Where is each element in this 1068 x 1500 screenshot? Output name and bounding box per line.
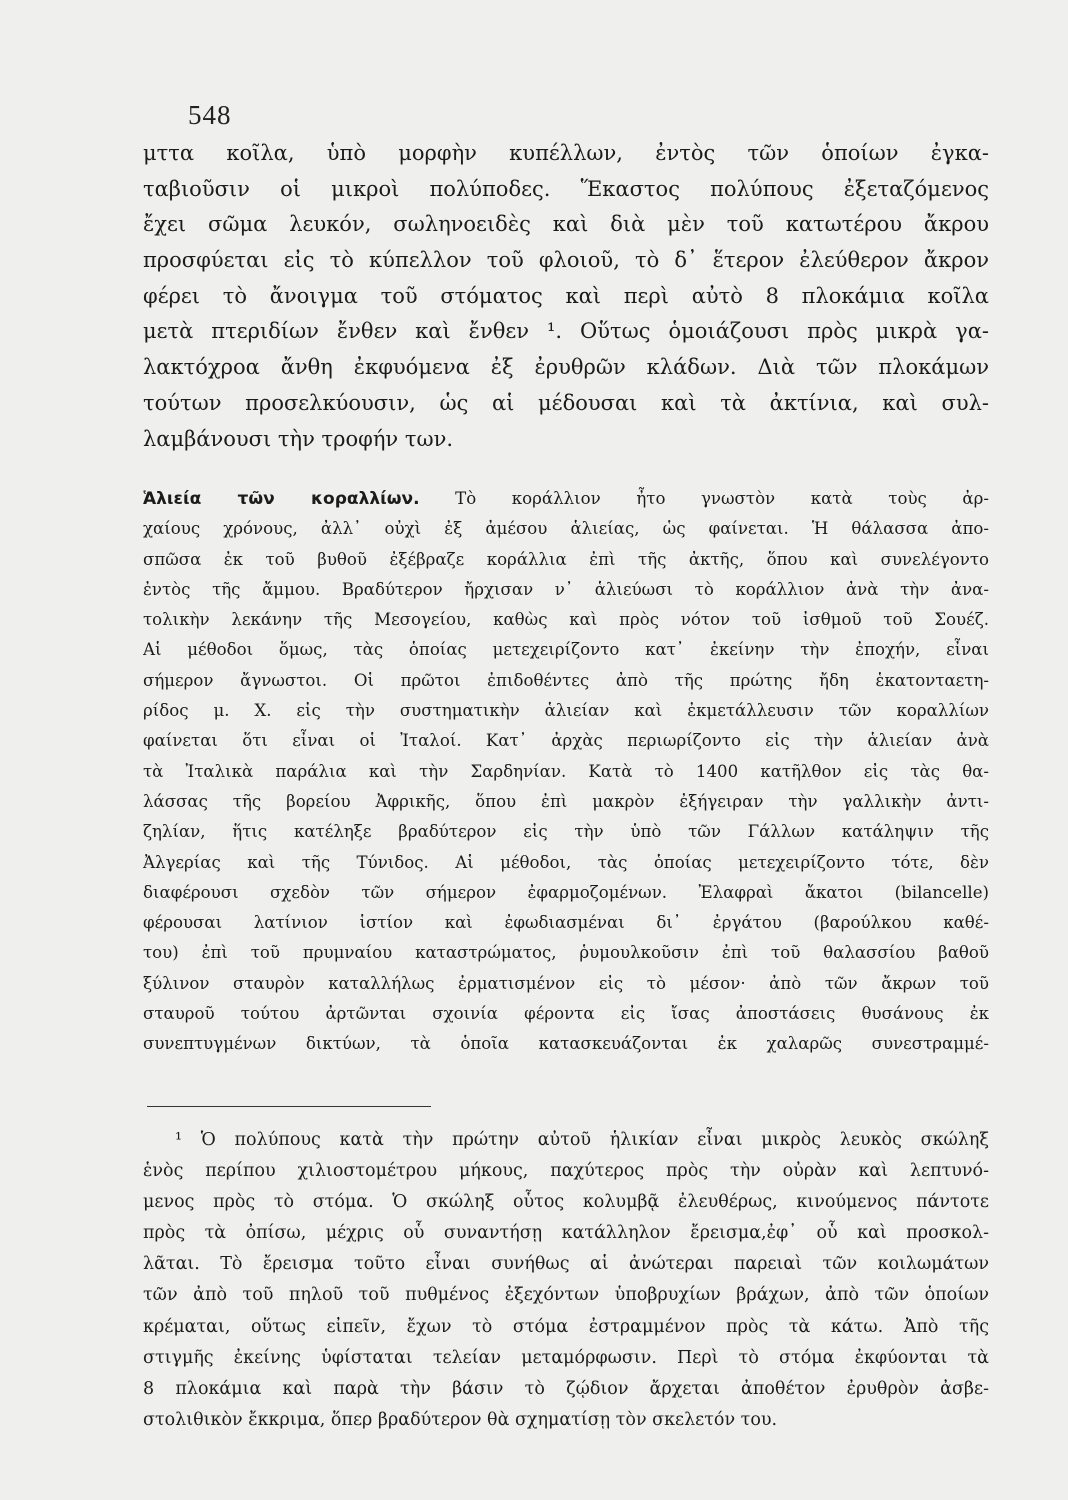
text-line: τούτων προσελκύουσιν, ὡς αἱ μέδουσαι καὶ τὰ ἀκτίνια, καὶ συλ- — [143, 390, 989, 415]
section-heading: Ἁλιεία τῶν κοραλλίων. — [143, 489, 420, 509]
text-line: φέρει τὸ ἄνοιγμα τοῦ στόματος καὶ περὶ αὐτὸ 8 πλοκάμια κοῖλα — [143, 283, 989, 308]
text-line: συνεπτυγμένων δικτύων, τὰ ὁποῖα κατασκευάζονται ἐκ χαλαρῶς συνεστραμμέ- — [143, 1034, 989, 1054]
footnote-line: τῶν ἀπὸ τοῦ πηλοῦ τοῦ πυθμένος ἐξεχόντων ὑποβρυχίων βράχων, ἀπὸ τῶν ὁποίων — [143, 1285, 989, 1306]
footnote-line: πρὸς τὰ ὀπίσω, μέχρις οὗ συναντήσῃ κατάλληλον ἔρεισμα,ἐφ᾽ οὗ καὶ προσκολ- — [143, 1223, 989, 1244]
text-line: φέρουσαι λατίνιον ἱστίον καὶ ἐφωδιασμέναι δι᾽ ἐργάτου (βαρούλκου καθέ- — [143, 913, 989, 933]
footnote-line: στιγμῆς ἐκείνης ὑφίσταται τελείαν μεταμόρφωσιν. Περὶ τὸ στόμα ἐκφύονται τὰ — [143, 1347, 989, 1368]
text-line: διαφέρουσι σχεδὸν τῶν σήμερον ἐφαρμοζομένων. Ἐλαφραὶ ἄκατοι (bilancelle) — [143, 882, 989, 902]
footnote-line: κρέμαται, οὕτως εἰπεῖν, ἔχων τὸ στόμα ἐστραμμένον πρὸς τὰ κάτω. Ἀπὸ τῆς — [143, 1316, 989, 1337]
text-line: Αἱ μέθοδοι ὅμως, τὰς ὁποίας μετεχειρίζοντο κατ᾽ ἐκείνην τὴν ἐποχήν, εἶναι — [143, 640, 989, 660]
text-line: ρίδος μ. Χ. εἰς τὴν συστηματικὴν ἁλιείαν καὶ ἐκμετάλλευσιν τῶν κοραλλίων — [143, 701, 989, 721]
main-paragraph — [143, 136, 989, 457]
text-line: χαίους χρόνους, ἀλλ᾽ οὐχὶ ἐξ ἀμέσου ἁλιείας, ὡς φαίνεται. Ἡ θάλασσα ἀπο- — [143, 519, 989, 539]
footnote-line: ¹ Ὁ πολύπους κατὰ τὴν πρώτην αὐτοῦ ἡλικίαν εἶναι μικρὸς λευκὸς σκώληξ — [175, 1130, 989, 1150]
text-line: σήμερον ἄγνωστοι. Οἱ πρῶτοι ἐπιδοθέντες ἀπὸ τῆς πρώτης ἤδη ἑκατονταετη- — [143, 670, 989, 690]
text-line: προσφύεται εἰς τὸ κύπελλον τοῦ φλοιοῦ, τὸ δ᾽ ἕτερον ἐλεύθερον ἄκρον — [143, 248, 989, 273]
text-line: Ἀλγερίας καὶ τῆς Τύνιδος. Αἱ μέθοδοι, τὰς ὁποίας μετεχειρίζοντο τότε, δὲν — [143, 852, 989, 872]
text-line: σπῶσα ἐκ τοῦ βυθοῦ ἐξέβραζε κοράλλια ἐπὶ τῆς ἀκτῆς, ὅπου καὶ συνελέγοντο — [143, 549, 989, 569]
text-line: λάσσας τῆς βορείου Ἀφρικῆς, ὅπου ἐπὶ μακρὸν ἐξήγειραν τὴν γαλλικὴν ἀντι- — [143, 791, 989, 811]
footnote — [143, 1125, 989, 1436]
text-line: φαίνεται ὅτι εἶναι οἱ Ἰταλοί. Κατ᾽ ἀρχὰς περιωρίζοντο εἰς τὴν ἁλιείαν ἀνὰ — [143, 731, 989, 751]
text-line: σταυροῦ τούτου ἀρτῶνται σχοινία φέροντα εἰς ἴσας ἀποστάσεις θυσάνους ἐκ — [143, 1004, 989, 1024]
text-line: ξύλινον σταυρὸν καταλλήλως ἐρματισμένον εἰς τὸ μέσον· ἀπὸ τῶν ἄκρων τοῦ — [143, 973, 989, 993]
text-line: ταβιοῦσιν οἱ μικροὶ πολύποδες. Ἕκαστος πολύπους ἐξεταζόμενος — [143, 176, 989, 201]
text-line: ζηλίαν, ἥτις κατέληξε βραδύτερον εἰς τὴν ὑπὸ τῶν Γάλλων κατάληψιν τῆς — [143, 822, 989, 842]
footnote-line: μενος πρὸς τὸ στόμα. Ὁ σκώληξ οὗτος κολυμβᾷ ἐλευθέρως, κινούμενος πάντοτε — [143, 1192, 989, 1213]
footnote-divider — [147, 1106, 431, 1107]
footnote-line: στολιθικὸν ἔκκριμα, ὅπερ βραδύτερον θὰ σχηματίσῃ τὸν σκελετόν του. — [143, 1409, 778, 1430]
text-line: ἐντὸς τῆς ἄμμου. Βραδύτερον ἤρχισαν ν᾽ ἁλιεύωσι τὸ κοράλλιον ἀνὰ τὴν ἀνα- — [143, 579, 989, 599]
text-line: μετὰ πτεριδίων ἔνθεν καὶ ἔνθεν ¹. Οὕτως ὁμοιάζουσι πρὸς μικρὰ γα- — [143, 319, 989, 344]
coral-fishing-section — [143, 484, 989, 1060]
section-first-line-text: Τὸ κοράλλιον ἦτο γνωστὸν κατὰ τοὺς ἀρ- — [419, 489, 989, 508]
text-line: λακτόχροα ἄνθη ἐκφυόμενα ἐξ ἐρυθρῶν κλάδων. Διὰ τῶν πλοκάμων — [143, 355, 989, 380]
section-first-line — [143, 484, 989, 514]
text-line: ἔχει σῶμα λευκόν, σωληνοειδὲς καὶ διὰ μὲν τοῦ κατωτέρου ἄκρου — [143, 212, 989, 237]
text-line: τὰ Ἰταλικὰ παράλια καὶ τὴν Σαρδηνίαν. Κατὰ τὸ 1400 κατῆλθον εἰς τὰς θα- — [143, 761, 989, 781]
footnote-line: 8 πλοκάμια καὶ παρὰ τὴν βάσιν τὸ ζῴδιον ἄρχεται ἀποθέτον ἐρυθρὸν ἀσβε- — [143, 1378, 989, 1399]
text-line: λαμβάνουσι τὴν τροφήν των. — [143, 426, 454, 451]
text-line: μττα κοῖλα, ὑπὸ μορφὴν κυπέλλων, ἐντὸς τῶν ὁποίων ἐγκα- — [143, 141, 989, 165]
footnote-line: ἑνὸς περίπου χιλιοστομέτρου μήκους, παχύτερος πρὸς τὴν οὐρὰν καὶ λεπτυνό- — [143, 1161, 989, 1182]
text-line: τολικὴν λεκάνην τῆς Μεσογείου, καθὼς καὶ πρὸς νότον τοῦ ἰσθμοῦ τοῦ Σουέζ. — [143, 610, 989, 630]
page-number: 548 — [188, 100, 232, 130]
footnote-line: λᾶται. Τὸ ἔρεισμα τοῦτο εἶναι συνήθως αἱ ἀνώτεραι παρειαὶ τῶν κοιλωμάτων — [143, 1254, 989, 1275]
text-line: του) ἐπὶ τοῦ πρυμναίου καταστρώματος, ῥυμουλκοῦσιν ἐπὶ τοῦ θαλασσίου βαθοῦ — [143, 943, 989, 963]
